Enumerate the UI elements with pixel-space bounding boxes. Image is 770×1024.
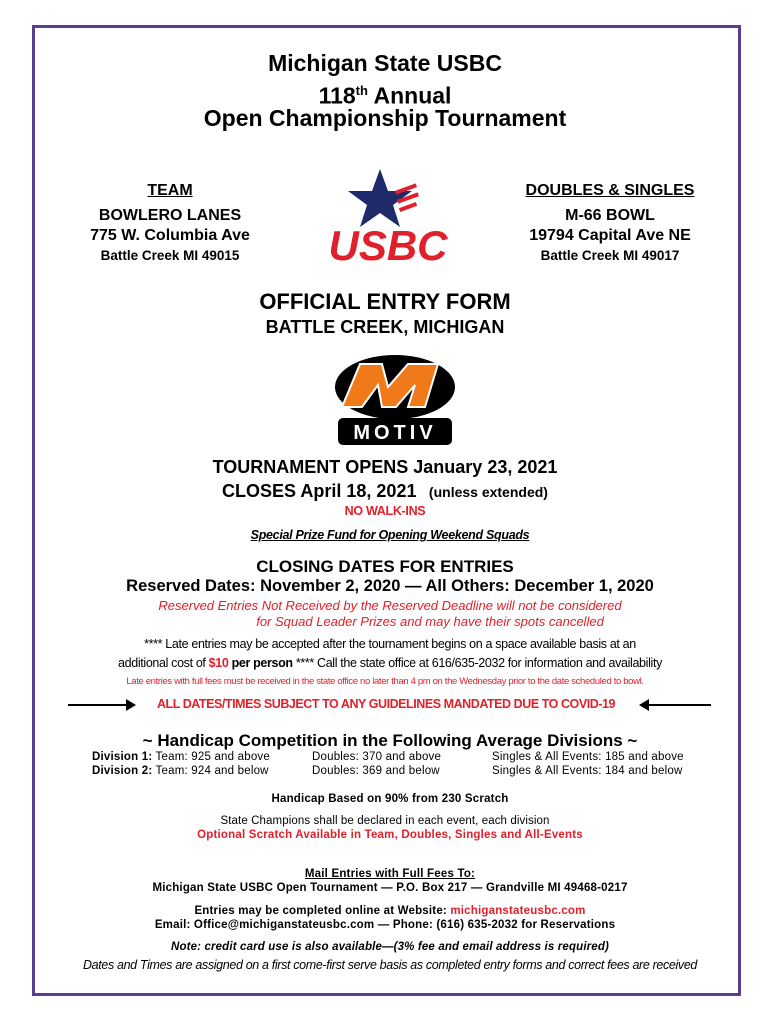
doubles-venue-address: 19794 Capital Ave NE	[529, 227, 691, 244]
covid-notice: ALL DATES/TIMES SUBJECT TO ANY GUIDELINES MANDATED DUE TO COVID-19	[156, 697, 616, 711]
doubles-heading: DOUBLES & SINGLES	[525, 182, 695, 199]
footer-note: Dates and Times are assigned on a first come-first serve basis as completed entry forms and correct fees are received	[82, 958, 698, 972]
division-1-label: Division 1:	[92, 751, 153, 763]
no-walkins: NO WALK-INS	[344, 504, 426, 518]
arrow-left-line	[649, 704, 711, 706]
motiv-m-icon	[330, 352, 460, 449]
usbc-logo	[300, 165, 480, 265]
mail-address: Michigan State USBC Open Tournament — P.O. Box 217 — Grandville MI 49468-0217	[152, 882, 628, 894]
team-venue-city: Battle Creek MI 49015	[100, 248, 240, 263]
usbc-star-icon	[300, 165, 480, 265]
motiv-logo	[330, 352, 460, 449]
form-location: BATTLE CREEK, MICHIGAN	[265, 317, 505, 337]
arrow-right-icon	[126, 699, 136, 711]
late-cost-per: per person	[228, 656, 293, 670]
special-prize: Special Prize Fund for Opening Weekend Squads	[250, 528, 530, 542]
team-heading: TEAM	[147, 182, 193, 199]
division-2-team	[92, 765, 269, 777]
motiv-logo-text: MOTIV	[353, 422, 437, 444]
division-2-label: Division 2:	[92, 765, 153, 777]
late-fees-note: Late entries with full fees must be received in the state office no later than 4 pm on the Wednesday prior to the date scheduled to bowl.	[126, 676, 644, 687]
team-venue-address: 775 W. Columbia Ave	[90, 227, 250, 244]
edition-number: 118	[318, 82, 356, 109]
optional-scratch: Optional Scratch Available in Team, Doubles, Singles and All-Events	[197, 829, 583, 841]
doubles-venue-name: M-66 BOWL	[565, 207, 655, 224]
edition-suffix: th	[355, 83, 368, 98]
contact-line: Email: Office@michiganstateusbc.com — Phone: (616) 635-2032 for Reservations	[154, 919, 616, 931]
doubles-venue-city: Battle Creek MI 49017	[540, 248, 680, 263]
late-cost-suffix: **** Call the state office at 616/635-2032 for information and availability	[292, 656, 662, 670]
late-entries-1: **** Late entries may be accepted after the tournament begins on a space available basis at an	[144, 637, 636, 651]
late-cost-amount: $10	[208, 656, 229, 670]
late-entries-2	[0, 656, 770, 670]
closes-note: (unless extended)	[428, 484, 548, 500]
arrow-right-line	[68, 704, 128, 706]
form-title: OFFICIAL ENTRY FORM	[259, 289, 511, 314]
mail-heading: Mail Entries with Full Fees To:	[304, 868, 476, 880]
division-1-doubles: Doubles: 370 and above	[312, 751, 442, 763]
title-line-3: Open Championship Tournament	[203, 105, 567, 131]
online-entry-text: Entries may be completed online at Website:	[194, 905, 451, 917]
late-cost-prefix: additional cost of	[118, 656, 209, 670]
team-venue	[75, 182, 265, 263]
division-2-doubles: Doubles: 369 and below	[312, 765, 440, 777]
reserved-warning-2: for Squad Leader Prizes and may have their spots cancelled	[256, 614, 604, 629]
reserved-dates: Reserved Dates: November 2, 2020 — All Others: December 1, 2020	[126, 577, 654, 595]
tournament-opens: TOURNAMENT OPENS January 23, 2021	[212, 457, 558, 477]
doubles-venue	[505, 182, 715, 263]
state-champions: State Champions shall be declared in each event, each division	[220, 815, 550, 827]
edition-annual: Annual	[367, 82, 452, 109]
arrow-left-icon	[639, 699, 649, 711]
closing-heading: CLOSING DATES FOR ENTRIES	[256, 557, 514, 576]
division-2-singles: Singles & All Events: 184 and below	[492, 765, 683, 777]
usbc-logo-text: USBC	[328, 222, 448, 265]
handicap-heading: ~ Handicap Competition in the Following Average Divisions ~	[142, 731, 638, 750]
division-1-team	[92, 751, 270, 763]
website-link[interactable]: michiganstateusbc.com	[450, 905, 586, 917]
handicap-basis: Handicap Based on 90% from 230 Scratch	[271, 793, 509, 805]
reserved-warning-1: Reserved Entries Not Received by the Reserved Deadline will not be considered	[158, 598, 622, 613]
division-1-singles: Singles & All Events: 185 and above	[492, 751, 684, 763]
division-1-team-value: Team: 925 and above	[152, 751, 270, 763]
title-line-1: Michigan State USBC	[268, 50, 502, 76]
credit-card-note: Note: credit card use is also available—(3% fee and email address is required)	[170, 941, 609, 953]
tournament-closes-line	[0, 481, 770, 502]
tournament-closes: CLOSES April 18, 2021	[222, 481, 417, 501]
team-venue-name: BOWLERO LANES	[98, 207, 242, 224]
division-2-team-value: Team: 924 and below	[152, 765, 269, 777]
online-entry-line	[0, 905, 770, 917]
